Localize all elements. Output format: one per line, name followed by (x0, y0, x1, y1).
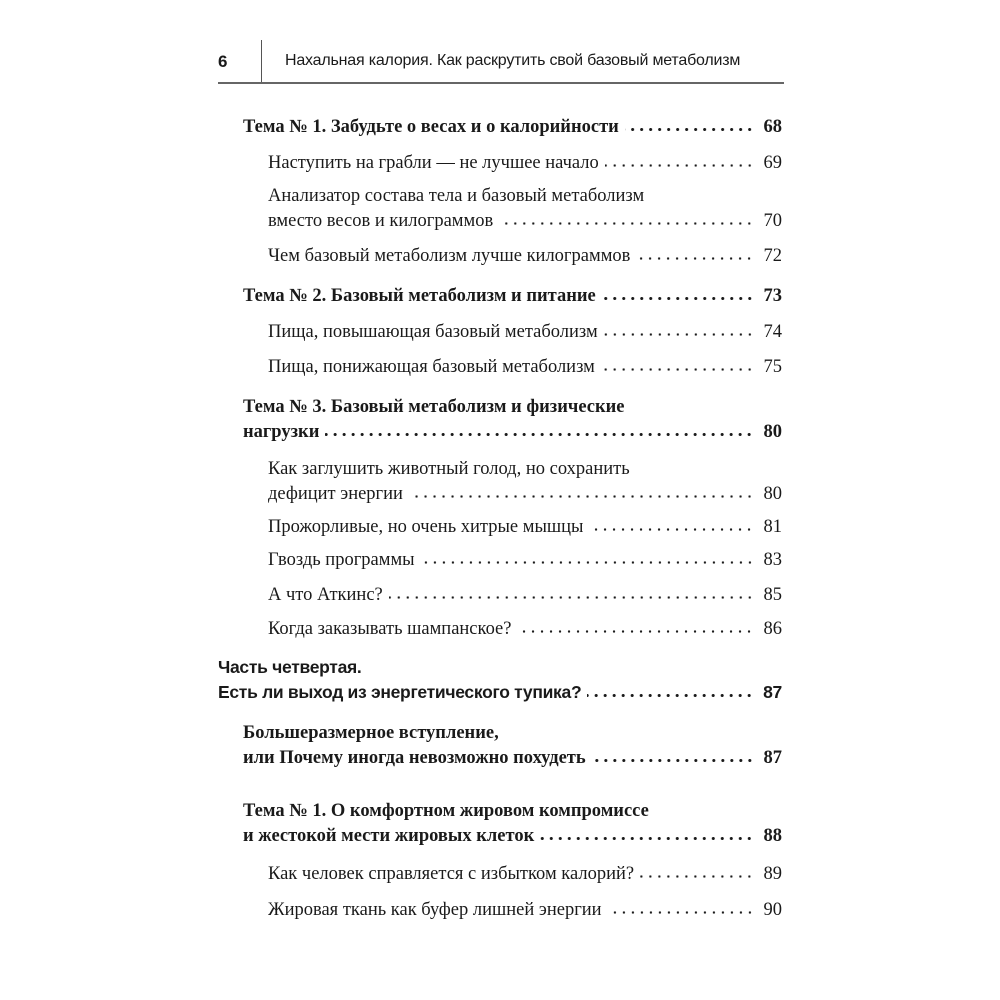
dot-leader (604, 333, 754, 336)
toc-entry-title: Чем базовый метаболизм лучше килограммов (268, 246, 631, 266)
toc-entry-line (243, 395, 782, 420)
dot-leader (325, 433, 754, 436)
toc-entry-title: Как человек справляется с избытком калорий? (268, 864, 635, 884)
dot-leader (499, 222, 754, 225)
toc-entry-line (268, 583, 782, 608)
toc-entry-title: Большеразмерное вступление, (243, 723, 499, 743)
toc-entry-line (268, 515, 782, 540)
toc-entry[interactable] (268, 617, 782, 642)
header-divider (261, 40, 262, 84)
toc-page-number: 85 (763, 585, 782, 605)
toc-entry[interactable] (268, 457, 782, 507)
toc-entry-line (268, 151, 782, 176)
toc-entry-line (268, 457, 782, 482)
toc-entry-line (243, 799, 782, 824)
toc-entry[interactable] (243, 115, 782, 140)
toc-entry-title: нагрузки (243, 422, 320, 442)
toc-entry-line (268, 244, 782, 269)
toc-entry-title: дефицит энергии (268, 484, 403, 504)
toc-entry[interactable] (268, 151, 782, 176)
page-number: 6 (218, 52, 228, 71)
toc-page-number: 68 (763, 117, 782, 137)
toc-entry-title: Тема № 1. О комфортном жировом компромиссе (243, 801, 649, 821)
toc-entry-line (268, 898, 782, 923)
toc-page-number: 87 (763, 748, 782, 768)
toc-entry-title: Как заглушить животный голод, но сохранить (268, 459, 630, 479)
dot-leader (517, 630, 754, 633)
toc-entry-line (218, 655, 782, 680)
toc-page-number: 72 (763, 246, 782, 266)
toc-entry[interactable] (268, 583, 782, 608)
toc-page-number: 83 (763, 550, 782, 570)
toc-entry-title: Анализатор состава тела и базовый метаболизм (268, 186, 645, 206)
toc-page-number: 86 (763, 619, 782, 639)
toc-page-number: 74 (763, 322, 782, 342)
toc-entry[interactable] (243, 721, 782, 771)
toc-entry-line (268, 617, 782, 642)
toc-entry-line (243, 721, 782, 746)
toc-page-number: 88 (763, 826, 782, 846)
toc-entry[interactable] (268, 862, 782, 887)
dot-leader (540, 837, 754, 840)
toc-entry-title: Когда заказывать шампанское? (268, 619, 512, 639)
toc-entry[interactable] (268, 244, 782, 269)
toc-entry-line (243, 284, 782, 309)
toc-page-number: 80 (763, 484, 782, 504)
header-rule (218, 82, 784, 84)
toc-entry-line (268, 320, 782, 345)
toc-entry[interactable] (218, 655, 782, 705)
dot-leader (605, 164, 754, 167)
toc-entry[interactable] (243, 395, 782, 445)
toc-entry-line (268, 184, 782, 209)
toc-entry-title: А что Аткинс? (268, 585, 383, 605)
dot-leader (625, 128, 754, 131)
running-title: Нахальная калория. Как раскрутить свой базовый метаболизм (285, 52, 741, 69)
toc-entry[interactable] (243, 799, 782, 849)
toc-entry[interactable] (243, 284, 782, 309)
dot-leader (601, 368, 754, 371)
toc-entry-line (268, 209, 782, 234)
toc-entry[interactable] (268, 355, 782, 380)
dot-leader (587, 694, 754, 697)
toc-entry-line (243, 420, 782, 445)
toc-page-number: 70 (763, 211, 782, 231)
toc-page-number: 73 (763, 286, 782, 306)
toc-page-number: 80 (763, 422, 782, 442)
toc-entry-line (268, 548, 782, 573)
toc-page-number: 75 (763, 357, 782, 377)
toc-entry-title: Тема № 3. Базовый метаболизм и физические (243, 397, 625, 417)
toc-entry-title: Жировая ткань как буфер лишней энергии (268, 900, 602, 920)
toc-entry-title: и жестокой мести жировых клеток (243, 826, 535, 846)
dot-leader (592, 759, 754, 762)
toc-entry-title: Есть ли выход из энергетического тупика? (218, 682, 582, 702)
toc-page-number: 89 (763, 864, 782, 884)
dot-leader (409, 495, 754, 498)
toc-entry[interactable] (268, 898, 782, 923)
dot-leader (389, 596, 754, 599)
toc-entry-title: или Почему иногда невозможно похудеть (243, 748, 586, 768)
dot-leader (608, 911, 754, 914)
toc-entry-title: Гвоздь программы (268, 550, 415, 570)
toc-entry[interactable] (268, 320, 782, 345)
dot-leader (589, 528, 754, 531)
toc-entry-title: Прожорливые, но очень хитрые мышцы (268, 517, 584, 537)
toc-entry-title: Тема № 1. Забудьте о весах и о калорийности (243, 117, 619, 137)
toc-entry-line (268, 355, 782, 380)
toc-entry-title: Тема № 2. Базовый метаболизм и питание (243, 286, 596, 306)
toc-page-number: 69 (763, 153, 782, 173)
toc-entry[interactable] (268, 515, 782, 540)
dot-leader (421, 561, 754, 564)
toc-entry-line (268, 482, 782, 507)
toc-entry-title: Пища, повышающая базовый метаболизм (268, 322, 598, 342)
toc-entry-line (243, 824, 782, 849)
dot-leader (636, 257, 754, 260)
toc-entry-title: вместо весов и килограммов (268, 211, 494, 231)
toc-page-number: 81 (763, 517, 782, 537)
toc-entry-line (243, 115, 782, 140)
dot-leader (602, 297, 754, 300)
toc-entry-line (268, 862, 782, 887)
toc-entry-title: Пища, понижающая базовый метаболизм (268, 357, 595, 377)
toc-entry-title: Часть четвертая. (218, 657, 362, 677)
toc-entry-line (218, 680, 782, 705)
toc-entry[interactable] (268, 184, 782, 234)
dot-leader (640, 875, 754, 878)
toc-entry-title: Наступить на грабли — не лучшее начало (268, 153, 599, 173)
toc-page-number: 87 (763, 682, 782, 702)
toc-entry-line (243, 746, 782, 771)
toc-page-number: 90 (763, 900, 782, 920)
toc-entry[interactable] (268, 548, 782, 573)
